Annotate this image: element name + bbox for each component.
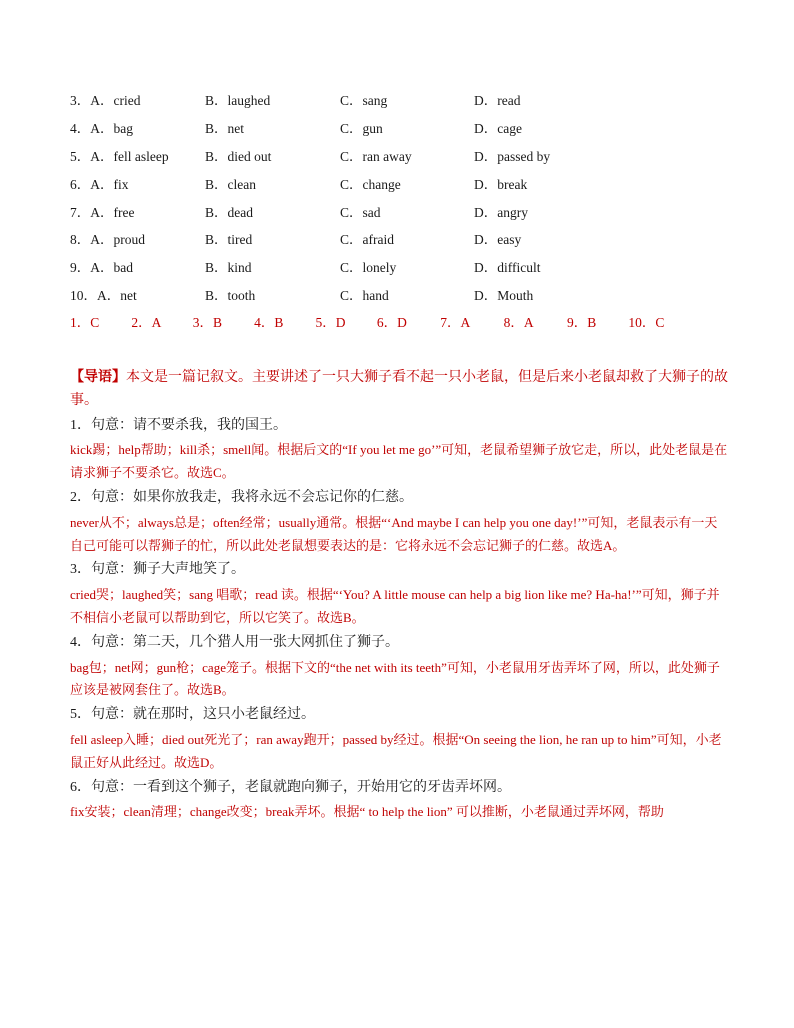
option-b: B．net <box>205 120 244 136</box>
analysis-section <box>70 367 730 824</box>
option-d: D．difficult <box>474 260 541 276</box>
option-row <box>70 202 710 230</box>
explanation: fix安装；clean清理；change改变；break弄坏。根据“ to help the lion” 可以推断，小老鼠通过弄坏网，帮助 <box>70 804 664 820</box>
guide-text: 本文是一篇记叙文。主要讲述了一只大狮子看不起一只小老鼠，但是后来小老鼠却救了大狮子的故事。 <box>70 370 728 408</box>
answer-item: 4．B <box>254 315 284 330</box>
option-a: A．bag <box>90 120 133 136</box>
question-number: 3． <box>70 93 91 108</box>
option-a: A．fix <box>90 176 129 192</box>
option-b: B．dead <box>205 204 253 220</box>
option-a: A．proud <box>90 232 145 248</box>
sentence-meaning: 3．句意：狮子大声地笑了。 <box>70 562 245 578</box>
option-c: C．gun <box>340 120 383 136</box>
sentence-meaning: 1．句意：请不要杀我，我的国王。 <box>70 417 287 433</box>
answer-item: 8．A <box>503 315 534 330</box>
answer-item: 9．B <box>567 315 597 330</box>
answer-item: 5．D <box>315 315 346 330</box>
option-c: C．ran away <box>340 148 412 164</box>
answer-key <box>70 312 664 334</box>
sentence-meaning: 4．句意：第二天，几个猎人用一张大网抓住了狮子。 <box>70 634 399 650</box>
option-a: A．bad <box>90 260 133 276</box>
guide-paragraph <box>70 367 730 413</box>
question-number: 5． <box>70 148 91 164</box>
explanation: bag包；net网；gun枪；cage笼子。根据下文的“the net with its teeth”可知，小老鼠用牙齿弄坏了网，所以，此处狮子应该是被网套住了。故选B。 <box>70 659 720 698</box>
option-list <box>70 90 710 313</box>
question-number: 10． <box>70 288 97 304</box>
option-d: D．easy <box>474 232 522 248</box>
option-b: B．died out <box>205 148 272 164</box>
option-b: B．tooth <box>205 288 256 304</box>
option-row <box>70 146 710 174</box>
sentence-meaning: 2．句意：如果你放我走，我将永远不会忘记你的仁慈。 <box>70 489 413 505</box>
option-c: C．hand <box>340 288 389 304</box>
option-b: B．tired <box>205 232 253 248</box>
option-row <box>70 174 710 202</box>
answer-item: 3．B <box>192 315 223 330</box>
option-row <box>70 90 710 118</box>
explanation: kick踢；help帮助；kill杀；smell闻。根据后文的“If you let me go’”可知，老鼠希望狮子放它走，所以，此处老鼠是在请求狮子不要杀它。故选C。 <box>70 442 728 481</box>
answer-item: 7．A <box>440 315 471 330</box>
sentence-meaning: 5．句意：就在那时，这只小老鼠经过。 <box>70 707 315 723</box>
option-c: C．sang <box>340 93 388 108</box>
question-number: 4． <box>70 120 91 136</box>
explanation: never从不；always总是；often经常；usually通常。根据“‘And maybe I can help you one day!’”可知，老鼠表示有一天自己可能可以帮狮子的忙，所以此处老鼠想要表达的是：它将永远不会忘记狮子的仁慈。故选A。 <box>70 514 718 553</box>
option-b: B．clean <box>205 176 256 192</box>
option-row <box>70 229 710 257</box>
explanation: cried哭；laughed笑；sang 唱歌；read 读。根据“‘You? A little mouse can help a big lion like me? Ha-ha!’”可知，狮子并不相信小老鼠可以帮助到它，所以它笑了。故选B。 <box>70 587 720 625</box>
option-c: C．change <box>340 176 401 192</box>
option-row <box>70 285 710 313</box>
option-d: D．cage <box>474 120 522 136</box>
option-b: B．kind <box>205 260 252 276</box>
option-d: D．passed by <box>474 148 551 164</box>
option-c: C．afraid <box>340 232 394 248</box>
question-number: 6． <box>70 176 91 192</box>
option-a: A．cried <box>90 93 141 108</box>
question-number: 9． <box>70 260 91 276</box>
option-d: D．read <box>474 93 521 108</box>
question-number: 8． <box>70 232 91 248</box>
answer-item: 6．D <box>376 315 407 330</box>
question-number: 7． <box>70 204 91 220</box>
explanation: fell asleep入睡；died out死光了；ran away跑开；passed by经过。根据“On seeing the lion, he ran up to him”可知，小老鼠正好从此经过。故选D。 <box>70 731 722 770</box>
option-d: D．break <box>474 176 528 192</box>
option-c: C．sad <box>340 204 381 220</box>
option-row <box>70 257 710 285</box>
option-a: A．net <box>97 288 137 304</box>
sentence-meaning: 6．句意：一看到这个狮子，老鼠就跑向狮子，开始用它的牙齿弄坏网。 <box>70 779 511 795</box>
option-d: D．Mouth <box>474 288 534 304</box>
guide-tag: 【导语】 <box>70 370 126 385</box>
option-c: C．lonely <box>340 260 397 276</box>
option-a: A．free <box>90 204 135 220</box>
answer-item: 1．C <box>70 315 100 330</box>
option-b: B．laughed <box>205 93 271 108</box>
answer-item: 10．C <box>628 315 665 330</box>
option-row <box>70 118 710 146</box>
answer-item: 2．A <box>131 315 162 330</box>
option-a: A．fell asleep <box>90 148 169 164</box>
option-d: D．angry <box>474 204 528 220</box>
